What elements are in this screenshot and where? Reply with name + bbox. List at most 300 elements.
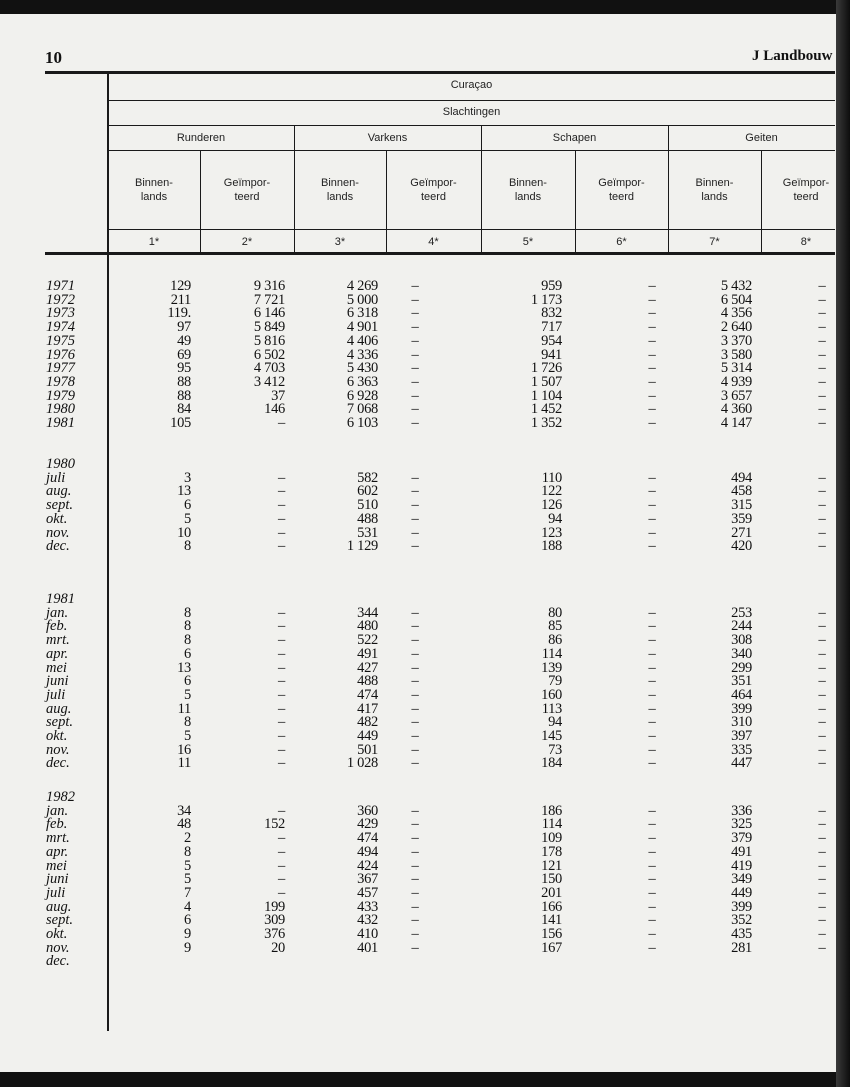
table-cell: 244 <box>731 618 752 635</box>
table-cell: – <box>648 673 656 690</box>
table-cell: 582 <box>357 469 378 486</box>
table-cell: 8 <box>184 632 191 649</box>
table-cell: – <box>648 714 656 731</box>
column-number: 8* <box>800 236 812 248</box>
table-cell: 6 <box>184 673 191 690</box>
table-cell: 959 <box>541 278 562 294</box>
table-cell: 3 657 <box>720 387 752 404</box>
table-cell: – <box>411 373 419 390</box>
table-cell: 6 318 <box>346 305 378 322</box>
table-cell: – <box>411 278 419 294</box>
table-cell: 126 <box>541 497 562 514</box>
table-cell: 199 <box>264 898 285 915</box>
table-cell: – <box>278 843 285 860</box>
table-cell: – <box>818 673 826 690</box>
table-cell: – <box>411 673 419 690</box>
table-cell: – <box>818 604 826 621</box>
topic-heading: Slachtingen <box>442 106 501 118</box>
table-cell: – <box>818 373 826 390</box>
table-cell: – <box>648 741 656 758</box>
table-cell: 4 356 <box>720 305 752 322</box>
table-cell: 941 <box>541 346 562 363</box>
table-cell: – <box>648 898 656 915</box>
header-rule <box>108 229 835 230</box>
table-cell: 5 <box>184 686 191 703</box>
group-heading-schapen: Schapen <box>552 132 597 144</box>
table-cell: – <box>818 843 826 860</box>
table-cell: 4 360 <box>720 401 752 418</box>
table-cell: – <box>411 912 419 929</box>
table-cell: – <box>278 645 285 662</box>
column-number: 5* <box>522 236 534 248</box>
row-label: nov. <box>46 741 70 758</box>
table-cell: 410 <box>357 926 378 942</box>
table-cell: – <box>411 714 419 731</box>
row-label: sept. <box>46 714 73 731</box>
table-cell: – <box>818 755 826 772</box>
table-cell: 178 <box>541 843 562 860</box>
table-cell: 141 <box>541 912 562 929</box>
table-cell: 427 <box>357 659 378 676</box>
table-cell: 401 <box>357 939 378 956</box>
table-cell: 9 316 <box>253 278 285 294</box>
table-cell: – <box>818 939 826 956</box>
table-cell: – <box>818 510 826 527</box>
table-cell: – <box>278 483 285 500</box>
table-cell: – <box>818 278 826 294</box>
table-cell: 73 <box>548 741 562 758</box>
table-cell: 367 <box>357 871 378 888</box>
table-cell: – <box>278 857 285 874</box>
table-cell: – <box>648 700 656 717</box>
table-cell: 152 <box>264 816 285 833</box>
table-cell: 449 <box>357 728 378 744</box>
table-cell: – <box>278 700 285 717</box>
table-cell: 420 <box>731 538 752 555</box>
table-cell: – <box>818 926 826 942</box>
table-cell: 308 <box>731 632 752 649</box>
table-cell: 20 <box>271 939 285 956</box>
table-cell: – <box>278 830 285 847</box>
row-label: dec. <box>46 953 70 970</box>
row-label: mei <box>46 857 67 874</box>
table-cell: 1 726 <box>530 360 562 377</box>
table-cell: 352 <box>731 912 752 929</box>
table-cell: – <box>818 360 826 377</box>
table-cell: – <box>278 497 285 514</box>
table-cell: 6 363 <box>346 373 378 390</box>
table-cell: 146 <box>264 401 285 418</box>
table-cell: – <box>411 728 419 744</box>
table-cell: 494 <box>731 469 752 486</box>
row-label: apr. <box>46 645 69 662</box>
table-cell: 4 147 <box>720 415 752 431</box>
row-label: aug. <box>46 483 72 500</box>
table-cell: – <box>278 755 285 772</box>
table-cell: 1 452 <box>530 401 562 418</box>
table-cell: 449 <box>731 884 752 901</box>
table-cell: – <box>648 401 656 418</box>
table-cell: – <box>411 604 419 621</box>
table-cell: 1 028 <box>346 755 378 772</box>
table-cell: – <box>818 659 826 676</box>
table-cell: 344 <box>357 604 378 621</box>
table-cell: 5 849 <box>253 319 285 336</box>
table-cell: – <box>648 332 656 349</box>
table-cell: 167 <box>541 939 562 956</box>
table-cell: – <box>818 346 826 363</box>
subcolumn-heading: Binnen- lands <box>695 177 734 203</box>
table-cell: – <box>411 926 419 942</box>
row-label: feb. <box>46 618 68 635</box>
table-cell: 429 <box>357 816 378 833</box>
section-year-heading: 1980 <box>46 456 75 472</box>
table-cell: 80 <box>548 604 562 621</box>
table-cell: 34 <box>177 802 191 819</box>
page-number: 10 <box>45 48 62 67</box>
row-label: juli <box>46 469 66 486</box>
table-cell: – <box>411 510 419 527</box>
table-cell: 494 <box>357 843 378 860</box>
table-cell: – <box>411 871 419 888</box>
table-cell: 122 <box>541 483 562 500</box>
table-cell: 464 <box>731 686 752 703</box>
table-cell: 139 <box>541 659 562 676</box>
row-label: mrt. <box>46 632 70 649</box>
table-cell: – <box>278 673 285 690</box>
table-cell: – <box>411 401 419 418</box>
table-cell: – <box>278 469 285 486</box>
subcolumn-heading: Binnen- lands <box>135 177 173 203</box>
table-cell: 4 901 <box>346 319 378 336</box>
table-cell: – <box>648 830 656 847</box>
table-cell: 4 336 <box>346 346 378 363</box>
table-cell: – <box>648 346 656 363</box>
table-cell: 4 939 <box>720 373 752 390</box>
table-cell: – <box>411 645 419 662</box>
table-cell: 309 <box>264 912 285 929</box>
subcolumn-heading: Binnen- lands <box>321 177 359 203</box>
table-cell: 7 721 <box>253 291 285 308</box>
table-cell: – <box>818 830 826 847</box>
table-cell: – <box>818 700 826 717</box>
table-cell: 3 412 <box>253 373 285 390</box>
table-cell: 84 <box>177 401 191 418</box>
table-cell: 6 504 <box>720 291 752 308</box>
row-label: 1977 <box>46 360 75 377</box>
table-cell: 9 <box>184 939 191 956</box>
table-cell: – <box>411 319 419 336</box>
row-label: 1979 <box>46 387 75 404</box>
row-label: juni <box>46 673 69 690</box>
table-cell: 8 <box>184 538 191 555</box>
table-cell: 488 <box>357 510 378 527</box>
table-cell: – <box>278 659 285 676</box>
table-cell: – <box>648 538 656 555</box>
table-cell: 349 <box>731 871 752 888</box>
table-cell: – <box>818 912 826 929</box>
row-label: juli <box>46 884 66 901</box>
table-cell: – <box>648 278 656 294</box>
table-cell: 6 146 <box>253 305 285 322</box>
table-cell: – <box>818 857 826 874</box>
row-label: dec. <box>46 538 70 555</box>
subcolumn-heading: Geïmpor- teerd <box>410 177 457 203</box>
table-cell: 433 <box>357 898 378 915</box>
table-cell: – <box>278 714 285 731</box>
table-cell: – <box>648 645 656 662</box>
table-cell: 432 <box>357 912 378 929</box>
section-year-heading: 1981 <box>46 591 75 607</box>
table-cell: – <box>278 510 285 527</box>
table-cell: 474 <box>357 686 378 703</box>
table-cell: – <box>411 469 419 486</box>
table-cell: 522 <box>357 632 378 649</box>
table-cell: – <box>818 816 826 833</box>
table-cell: – <box>278 741 285 758</box>
table-cell: 6 <box>184 497 191 514</box>
table-cell: 114 <box>541 816 562 833</box>
table-cell: 3 370 <box>720 332 752 349</box>
table-cell: – <box>648 755 656 772</box>
table-cell: 109 <box>541 830 562 847</box>
table-cell: 5 <box>184 857 191 874</box>
table-cell: 602 <box>357 483 378 500</box>
row-label: sept. <box>46 497 73 514</box>
table-cell: – <box>411 700 419 717</box>
table-cell: – <box>411 360 419 377</box>
table-cell: – <box>278 802 285 819</box>
table-cell: 1 173 <box>530 291 562 308</box>
table-cell: – <box>818 524 826 541</box>
table-cell: – <box>411 659 419 676</box>
subcolumn-heading: Geïmpor- teerd <box>598 177 645 203</box>
table-cell: 458 <box>731 483 752 500</box>
region-heading: Curaçao <box>450 79 493 91</box>
table-cell: – <box>648 926 656 942</box>
table-cell: – <box>411 686 419 703</box>
table-cell: – <box>411 346 419 363</box>
table-cell: 3 580 <box>720 346 752 363</box>
table-cell: 510 <box>357 497 378 514</box>
table-cell: – <box>648 659 656 676</box>
table-cell: 5 314 <box>720 360 752 377</box>
row-label: 1976 <box>46 346 75 363</box>
table-cell: – <box>648 816 656 833</box>
table-cell: – <box>648 728 656 744</box>
table-cell: 281 <box>731 939 752 956</box>
table-cell: 6 103 <box>346 415 378 431</box>
table-cell: 9 <box>184 926 191 942</box>
table-cell: – <box>648 469 656 486</box>
table-cell: 474 <box>357 830 378 847</box>
table-cell: 156 <box>541 926 562 942</box>
table-cell: 5 430 <box>346 360 378 377</box>
table-cell: 121 <box>541 857 562 874</box>
table-cell: – <box>818 332 826 349</box>
table-cell: – <box>411 816 419 833</box>
table-cell: 8 <box>184 604 191 621</box>
group-heading-varkens: Varkens <box>367 132 408 144</box>
table-cell: 94 <box>548 510 562 527</box>
table-cell: 123 <box>541 524 562 541</box>
header-rule <box>108 150 835 151</box>
table-cell: – <box>278 728 285 744</box>
table-cell: 13 <box>177 659 191 676</box>
table-cell: – <box>648 387 656 404</box>
table-cell: – <box>411 632 419 649</box>
table-cell: – <box>278 871 285 888</box>
table-cell: 4 <box>184 898 191 915</box>
table-cell: – <box>818 305 826 322</box>
table-cell: – <box>648 871 656 888</box>
table-cell: – <box>648 802 656 819</box>
row-label: mei <box>46 659 67 676</box>
table-cell: 1 104 <box>530 387 562 404</box>
table-cell: – <box>411 332 419 349</box>
table-cell: – <box>411 755 419 772</box>
table-cell: – <box>411 618 419 635</box>
table-cell: 299 <box>731 659 752 676</box>
table-cell: 49 <box>177 332 191 349</box>
table-cell: 4 269 <box>346 278 378 294</box>
row-label: 1978 <box>46 373 75 390</box>
column-number: 3* <box>334 236 346 248</box>
table-cell: – <box>818 714 826 731</box>
table-cell: 1 507 <box>530 373 562 390</box>
table-cell: 6 <box>184 912 191 929</box>
table-cell: – <box>818 898 826 915</box>
table-cell: – <box>818 741 826 758</box>
table-cell: 119. <box>167 305 191 322</box>
table-cell: – <box>648 618 656 635</box>
table-cell: 188 <box>541 538 562 555</box>
table-cell: – <box>818 884 826 901</box>
header-rule <box>108 100 835 101</box>
table-cell: 5 000 <box>346 291 378 308</box>
table-cell: 360 <box>357 802 378 819</box>
table-cell: 501 <box>357 741 378 758</box>
table-cell: – <box>411 898 419 915</box>
row-label: sept. <box>46 912 73 929</box>
table-cell: – <box>648 912 656 929</box>
table-cell: – <box>818 319 826 336</box>
table-cell: 832 <box>541 305 562 322</box>
table-cell: – <box>278 686 285 703</box>
column-number: 7* <box>709 236 720 248</box>
row-label: feb. <box>46 816 68 833</box>
table-cell: – <box>278 632 285 649</box>
table-cell: 113 <box>541 700 562 717</box>
table-cell: – <box>411 884 419 901</box>
table-cell: 88 <box>177 373 191 390</box>
table-cell: – <box>648 510 656 527</box>
table-cell: – <box>411 483 419 500</box>
table-cell: – <box>818 645 826 662</box>
table-cell: – <box>818 538 826 555</box>
group-heading-geiten: Geiten <box>745 132 778 144</box>
table-cell: – <box>818 497 826 514</box>
table-cell: 379 <box>731 830 752 847</box>
header-bottom-rule <box>45 252 835 255</box>
table-cell: 85 <box>548 618 562 635</box>
table-cell: – <box>648 305 656 322</box>
table-cell: – <box>818 632 826 649</box>
table-cell: 8 <box>184 843 191 860</box>
table-cell: 94 <box>548 714 562 731</box>
table-cell: – <box>818 291 826 308</box>
table-cell: – <box>818 401 826 418</box>
table-cell: 4 703 <box>253 360 285 377</box>
table-cell: – <box>411 291 419 308</box>
table-cell: 13 <box>177 483 191 500</box>
table-cell: 310 <box>731 714 752 731</box>
table-cell: – <box>818 469 826 486</box>
table-cell: 37 <box>271 387 285 404</box>
table-cell: 2 640 <box>720 319 752 336</box>
table-cell: – <box>648 604 656 621</box>
table-cell: – <box>411 305 419 322</box>
table-cell: 1 352 <box>530 415 562 431</box>
table-cell: 7 068 <box>346 401 378 418</box>
column-number: 6* <box>616 236 627 248</box>
table-cell: 531 <box>357 524 378 541</box>
table-cell: – <box>818 802 826 819</box>
row-label: apr. <box>46 843 69 860</box>
table-cell: 110 <box>541 469 562 486</box>
table-cell: – <box>648 939 656 956</box>
table-cell: – <box>648 524 656 541</box>
table-cell: 1 129 <box>346 538 378 555</box>
table-cell: – <box>648 632 656 649</box>
table-cell: 95 <box>177 360 191 377</box>
table-cell: 145 <box>541 728 562 744</box>
table-cell: 166 <box>541 898 562 915</box>
table-cell: 3 <box>184 469 191 486</box>
table-cell: 201 <box>541 884 562 901</box>
table-cell: 482 <box>357 714 378 731</box>
row-label: 1974 <box>46 319 75 336</box>
table-cell: – <box>411 830 419 847</box>
row-label: juli <box>46 686 66 703</box>
table-cell: – <box>411 741 419 758</box>
row-label: okt. <box>46 510 68 527</box>
table-cell: – <box>818 686 826 703</box>
table-cell: 717 <box>541 319 562 336</box>
header-rule <box>108 125 835 126</box>
table-cell: 5 432 <box>720 278 752 294</box>
table-cell: 97 <box>177 319 191 336</box>
table-cell: – <box>411 843 419 860</box>
table-cell: 114 <box>541 645 562 662</box>
table-cell: – <box>411 802 419 819</box>
table-cell: 186 <box>541 802 562 819</box>
stub-column-rule <box>107 71 109 1031</box>
table-cell: 8 <box>184 714 191 731</box>
table-cell: 419 <box>731 857 752 874</box>
table-cell: 6 <box>184 645 191 662</box>
table-cell: – <box>278 618 285 635</box>
table-cell: 397 <box>731 728 752 744</box>
row-label: 1972 <box>46 291 75 308</box>
row-label: 1981 <box>46 415 75 431</box>
row-label: okt. <box>46 926 68 942</box>
table-cell: 5 <box>184 871 191 888</box>
table-cell: – <box>278 415 285 431</box>
table-cell: 417 <box>357 700 378 717</box>
table-cell: 340 <box>731 645 752 662</box>
table-cell: 88 <box>177 387 191 404</box>
